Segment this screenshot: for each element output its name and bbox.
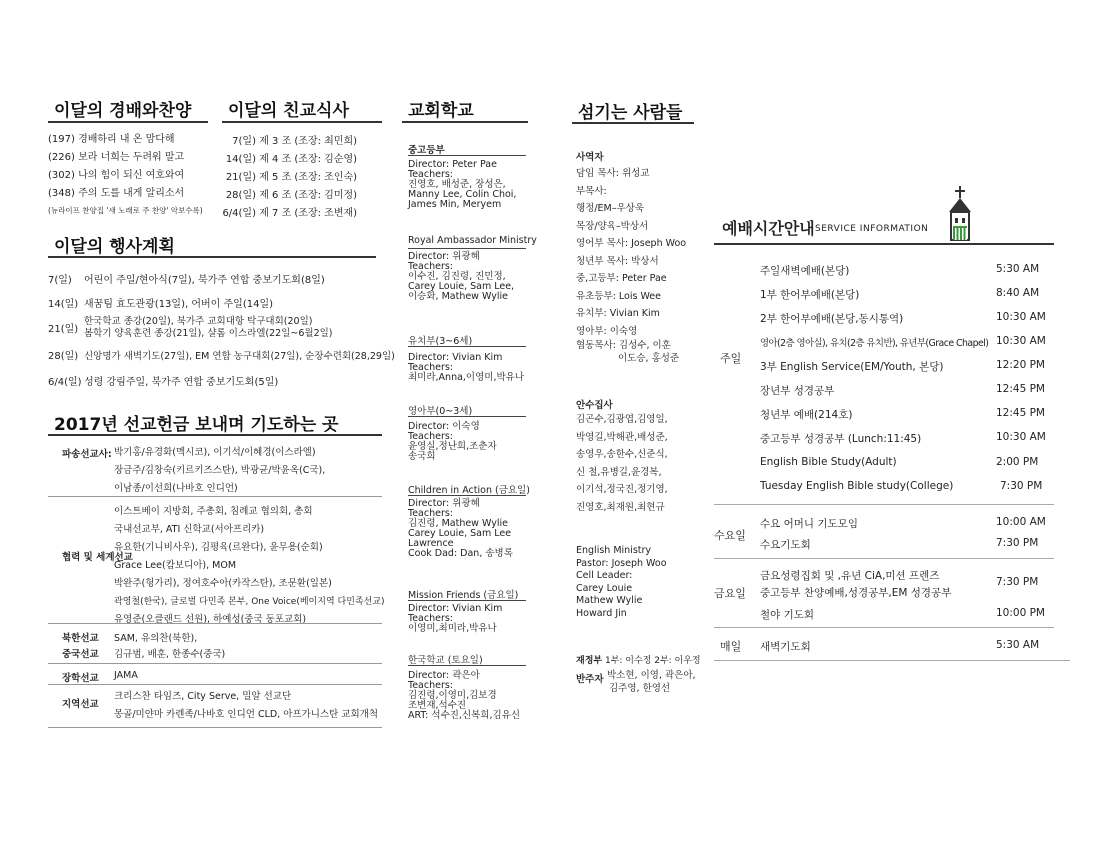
fellowship-row: 14(일) 제 4 조 (조장: 김순영) xyxy=(225,154,358,165)
service-time: 12:20 PM xyxy=(996,359,1045,371)
service-time: 7:30 PM xyxy=(1000,480,1043,492)
mission-label: 중국선교 xyxy=(62,649,99,660)
hymn-item: (348) 주의 도를 내게 알리소서 xyxy=(48,188,185,199)
staff-line: 유치부: Vivian Kim xyxy=(576,308,660,319)
cs-line: Teachers: xyxy=(408,508,453,519)
service-time: 7:30 PM xyxy=(996,576,1039,588)
mission-lines xyxy=(114,688,378,724)
mission-line: 장금주/김창숙(키르키즈스탄), 박광균/박윤옥(C국), xyxy=(114,465,326,476)
service-category: 금요일 xyxy=(714,587,746,600)
fellowship-rule xyxy=(222,121,382,123)
hymn-item: (197) 경배하리 내 온 맘다해 xyxy=(48,134,175,145)
service-category: 수요일 xyxy=(714,529,746,542)
mission-line: JAMA xyxy=(114,670,138,681)
staff-line: 영어부 목사: Joseph Woo xyxy=(576,238,687,249)
church-icon xyxy=(940,184,980,242)
service-time: 12:45 PM xyxy=(996,383,1045,395)
staff-line: 유초등부: Lois Wee xyxy=(576,290,662,302)
mission-line: 김규범, 배훈, 한종수(중국) xyxy=(114,649,226,660)
accompanist-label: 반주자 xyxy=(576,674,604,685)
service-name: 청년부 예배(214호) xyxy=(760,409,853,421)
hymns-title: 이달의 경배와찬양 xyxy=(54,101,192,121)
finance-row: 재정부 1부: 이수정 2부: 이우정 xyxy=(576,656,701,666)
deacons-list xyxy=(576,411,668,516)
mission-line: 박기홍/유경화(멕시코), 이기석/이혜경(이스라엘) xyxy=(114,447,316,458)
service-name: 1부 한어부예배(본당) xyxy=(760,289,860,301)
service-time: 10:30 AM xyxy=(996,335,1046,347)
staff-line: 청년부 목사: 박상서 xyxy=(576,255,659,267)
cs-section-rule xyxy=(408,416,526,417)
mission-line: 크리스찬 타임즈, City Serve, 밀알 선교단 xyxy=(114,691,292,702)
servants-title: 섬기는 사람들 xyxy=(578,103,683,123)
service-name: 새벽기도회 xyxy=(760,641,811,653)
cs-section-body xyxy=(408,604,502,634)
service-time: 5:30 AM xyxy=(996,639,1040,651)
accompanist-line: 박소현, 이영, 곽은아, xyxy=(607,670,696,681)
service-subtitle: SERVICE INFORMATION xyxy=(815,224,929,234)
english-line: Pastor: Joseph Woo xyxy=(576,557,667,569)
cs-section-rule xyxy=(408,665,526,666)
cs-section-name: Royal Ambassador Ministry xyxy=(408,235,537,246)
service-time: 8:40 AM xyxy=(996,287,1040,299)
cs-line: Teachers: xyxy=(408,613,453,624)
staff-line: 영아부: 이숙영 xyxy=(576,325,638,337)
deacon-line: 진영호,최재원,최현규 xyxy=(576,501,665,513)
service-name: 2부 한어부예배(본당,동시통역) xyxy=(760,313,904,325)
service-name: 3부 English Service(EM/Youth, 본당) xyxy=(760,361,944,373)
hymns-rule xyxy=(48,121,208,123)
service-name: 영아(2층 영아실), 유치(2층 유치반), 유년부(Grace Chapel) xyxy=(760,338,989,349)
cs-section-rule xyxy=(408,346,526,347)
service-name: Tuesday English Bible study(College) xyxy=(760,480,954,492)
cs-line: Director: 위광혜 xyxy=(408,251,480,262)
cs-line: James Min, Meryem xyxy=(408,199,502,210)
fellowship-title: 이달의 친교식사 xyxy=(228,101,349,121)
fellowship-row: 28(일) 제 6 조 (조장: 김미정) xyxy=(225,190,358,201)
cs-section-name: Children in Action (금요일) xyxy=(408,485,530,496)
fellowship-list xyxy=(218,133,357,223)
deacon-line: 박영길,박해관,배성준, xyxy=(576,431,668,443)
cs-line: 이승화, Mathew Wylie xyxy=(408,291,508,302)
service-category: 매일 xyxy=(720,640,742,653)
staff-line: 목장/양육–박상서 xyxy=(576,220,649,232)
mission-line: 이남종/이선희(나바호 인디언) xyxy=(114,483,238,494)
cs-section-body xyxy=(408,671,520,721)
cs-line: 조변재,석수진 xyxy=(408,700,467,711)
staff-line: 협동목사: 김성수, 이훈 xyxy=(576,340,671,351)
event-row-line: 봄학기 양육훈련 종강(21일), 샬롬 이스라엘(22일~6월2일) xyxy=(84,328,333,339)
cs-line: Carey Louie, Sam Lee, xyxy=(408,281,515,292)
service-separator xyxy=(714,558,1054,559)
missions-title: 2017년 선교헌금 보내며 기도하는 곳 xyxy=(54,415,339,435)
cs-line: 이영미,최미라,박유나 xyxy=(408,623,497,634)
service-name: 금요성령집회 및 ,유년 CiA,미션 프렌즈 xyxy=(760,570,940,582)
cs-section-name: 중고등부 xyxy=(408,145,445,156)
cs-section-name: 영아부(0~3세) xyxy=(408,406,473,417)
mission-label: 파송선교사: xyxy=(62,449,112,460)
mission-line: SAM, 유의찬(북한), xyxy=(114,633,198,644)
event-row-line: 한국학교 종강(20일), 북가주 교회대항 탁구대회(20일) xyxy=(84,316,313,327)
accompanist-line: 김주영, 한영선 xyxy=(609,683,671,694)
mission-label: 협력 및 세계선교 xyxy=(62,552,133,563)
cs-section-name: Mission Friends (금요일) xyxy=(408,590,519,601)
cs-section-body xyxy=(408,422,497,462)
event-row: 6/4(일) 성령 강림주일, 북가주 연합 중보기도회(5일) xyxy=(48,377,279,388)
service-time: 10:00 AM xyxy=(996,516,1046,528)
deacon-line: 이기석,정국진,정기영, xyxy=(576,484,668,495)
deacon-line: 김곤수,김광엽,김영일, xyxy=(576,414,668,425)
events-rule xyxy=(48,256,376,258)
cs-line: Teachers: xyxy=(408,431,453,442)
cs-line: Director: Peter Pae xyxy=(408,159,497,170)
cs-line: Director: 이숙영 xyxy=(408,421,480,432)
service-name: 수요 어머니 기도모임 xyxy=(760,518,858,530)
cs-section-body xyxy=(408,499,513,559)
mission-separator xyxy=(48,684,382,685)
cs-section-rule xyxy=(408,248,526,249)
service-title: 예배시간안내 xyxy=(722,219,815,238)
service-separator xyxy=(714,627,1054,628)
service-name: 철야 기도회 xyxy=(760,609,815,621)
english-line: Howard Jin xyxy=(576,607,627,619)
english-line: Carey Louie xyxy=(576,582,633,594)
service-time: 10:30 AM xyxy=(996,431,1046,443)
cs-line: Lawrence xyxy=(408,538,454,549)
staff-line: 중,고등부: Peter Pae xyxy=(576,273,667,284)
events-title: 이달의 행사계획 xyxy=(54,237,175,257)
fellowship-row: 21(일) 제 5 조 (조장: 조인숙) xyxy=(225,172,358,183)
event-row: 28(일) 신앙명가 새벽기도(27일), EM 연합 농구대회(27일), 순장수련회(28,29일) xyxy=(48,351,395,362)
mission-line: 몽골/미얀마 카렌족/나바호 인디언 CLD, 아프가니스탄 교회개척 xyxy=(114,709,379,720)
event-row: 7(일) 어린이 주일/현아식(7일), 북가주 연합 중보기도회(8일) xyxy=(48,275,325,286)
service-name: English Bible Study(Adult) xyxy=(760,456,897,468)
cs-line: Director: 위광혜 xyxy=(408,498,480,509)
cs-line: Manny Lee, Colin Choi, xyxy=(408,189,517,200)
service-name: 장년부 성경공부 xyxy=(760,385,835,397)
staff-list xyxy=(576,165,686,366)
staff-line: 부목사: xyxy=(576,185,607,197)
mission-line: Grace Lee(캄보디아), MOM xyxy=(114,560,237,571)
service-time: 7:30 PM xyxy=(996,537,1039,549)
service-time: 10:00 PM xyxy=(996,607,1045,619)
service-name: 수요기도회 xyxy=(760,539,811,551)
missions-rule xyxy=(48,434,382,436)
cs-section-rule xyxy=(408,600,526,601)
deacons-title: 안수집사 xyxy=(576,400,613,411)
cs-line: Teachers: xyxy=(408,680,453,691)
hymn-item: (226) 보라 너희는 두려워 말고 xyxy=(48,152,185,163)
service-time: 10:30 AM xyxy=(996,311,1046,323)
cs-section-body xyxy=(408,252,514,302)
service-rule xyxy=(714,243,1054,245)
hymns-note: (뉴라이프 찬양집 '새 노래로 주 찬양' 악보수록) xyxy=(48,206,203,215)
mission-label: 북한선교 xyxy=(62,633,99,644)
cs-line: Director: Vivian Kim xyxy=(408,603,503,614)
servants-rule xyxy=(572,122,694,124)
cs-line: 김진령, Mathew Wylie xyxy=(408,518,508,529)
service-separator xyxy=(714,660,1070,661)
service-name: 중고등부 성경공부 (Lunch:11:45) xyxy=(760,433,922,445)
staff-line: 담임 목사: 위성교 xyxy=(576,168,650,179)
mission-separator xyxy=(48,727,382,728)
service-name: 중고등부 찬양예배,성경공부,EM 성경공부 xyxy=(760,587,952,599)
cs-line: Teachers: xyxy=(408,261,453,272)
hymn-item: (302) 나의 힘이 되신 여호와여 xyxy=(48,170,185,181)
mission-line: 곽영철(한국), 글로벌 다민족 본부, One Voice(베이지역 다민족선교) xyxy=(114,597,385,607)
church-school-title: 교회학교 xyxy=(408,101,474,121)
service-name: 주일새벽예배(본당) xyxy=(760,265,850,277)
hymns-list xyxy=(48,131,184,203)
cs-line: 송국희 xyxy=(408,451,436,462)
cs-line: Teachers: xyxy=(408,169,453,180)
fellowship-row: 7(일) 제 3 조 (조장: 최민희) xyxy=(232,136,358,147)
mission-line: 박완주(헝가리), 정여호수아(카작스탄), 조문환(일본) xyxy=(114,578,332,589)
cs-line: 김진령,이영미,김보경 xyxy=(408,690,497,701)
english-line: Cell Leader: xyxy=(576,570,633,581)
mission-separator xyxy=(48,623,382,624)
cs-line: Director: Vivian Kim xyxy=(408,352,503,363)
mission-lines xyxy=(114,444,325,498)
event-row: 14(일) 새꿈팀 효도관광(13일), 어버이 주일(14일) xyxy=(48,299,274,310)
english-title: English Ministry xyxy=(576,545,652,556)
staff-line: 행정/EM–우상욱 xyxy=(576,203,645,214)
service-time: 5:30 AM xyxy=(996,263,1040,275)
mission-lines xyxy=(114,503,384,629)
cs-section-rule xyxy=(408,155,526,156)
mission-label: 지역선교 xyxy=(62,699,99,710)
cs-line: 윤영실,정난희,조춘자 xyxy=(408,441,497,452)
cs-section-body xyxy=(408,160,516,210)
cs-section-rule xyxy=(408,495,526,496)
mission-line: 이스트베이 지방회, 주총회, 침례교 협의회, 총회 xyxy=(114,506,313,517)
cs-line: 이수진, 김진령, 진민정, xyxy=(408,271,506,282)
cs-section-name: 유치부(3~6세) xyxy=(408,336,473,347)
cs-line: ART: 석수진,신복희,김유신 xyxy=(408,710,521,721)
mission-line: 국내선교부, ATI 신학교(서아프리카) xyxy=(114,524,265,535)
mission-separator xyxy=(48,663,382,664)
event-row-day: 21(일) xyxy=(48,324,79,335)
staff-line: 이도승, 홍성준 xyxy=(618,353,680,364)
deacon-line: 송영우,송한수,신준식, xyxy=(576,449,668,460)
service-category: 주일 xyxy=(720,352,742,365)
cs-line: Cook Dad: Dan, 송병록 xyxy=(408,548,513,559)
mission-line: 유영준(오클랜드 선원), 하예성(중국 동포교회) xyxy=(114,614,307,625)
cs-line: 진영호, 배성준, 장성은, xyxy=(408,179,506,190)
cs-line: Director: 곽은아 xyxy=(408,670,480,681)
service-time: 12:45 PM xyxy=(996,407,1045,419)
deacon-line: 신 철,유병길,윤경복, xyxy=(576,466,662,478)
english-line: Mathew Wylie xyxy=(576,595,643,606)
cs-section-body xyxy=(408,353,524,383)
fellowship-row: 6/4(일) 제 7 조 (조장: 조변재) xyxy=(222,208,358,219)
cs-line: 최미라,Anna,이영미,박유나 xyxy=(408,372,525,383)
church-school-rule xyxy=(402,121,528,123)
service-time: 2:00 PM xyxy=(996,456,1039,468)
english-ministry xyxy=(576,545,667,620)
mission-label: 장학선교 xyxy=(62,673,99,684)
cs-section-name: 한국학교 (토요일) xyxy=(408,655,483,666)
cs-line: Carey Louie, Sam Lee xyxy=(408,528,512,539)
mission-line: 유요한(기니비사우), 김평육(르완다), 윤무용(순회) xyxy=(114,542,323,553)
cs-line: Teachers: xyxy=(408,362,453,373)
mission-separator xyxy=(48,496,382,497)
accompanist-list xyxy=(607,669,696,695)
service-separator xyxy=(714,504,1054,505)
staff-title: 사역자 xyxy=(576,152,604,163)
